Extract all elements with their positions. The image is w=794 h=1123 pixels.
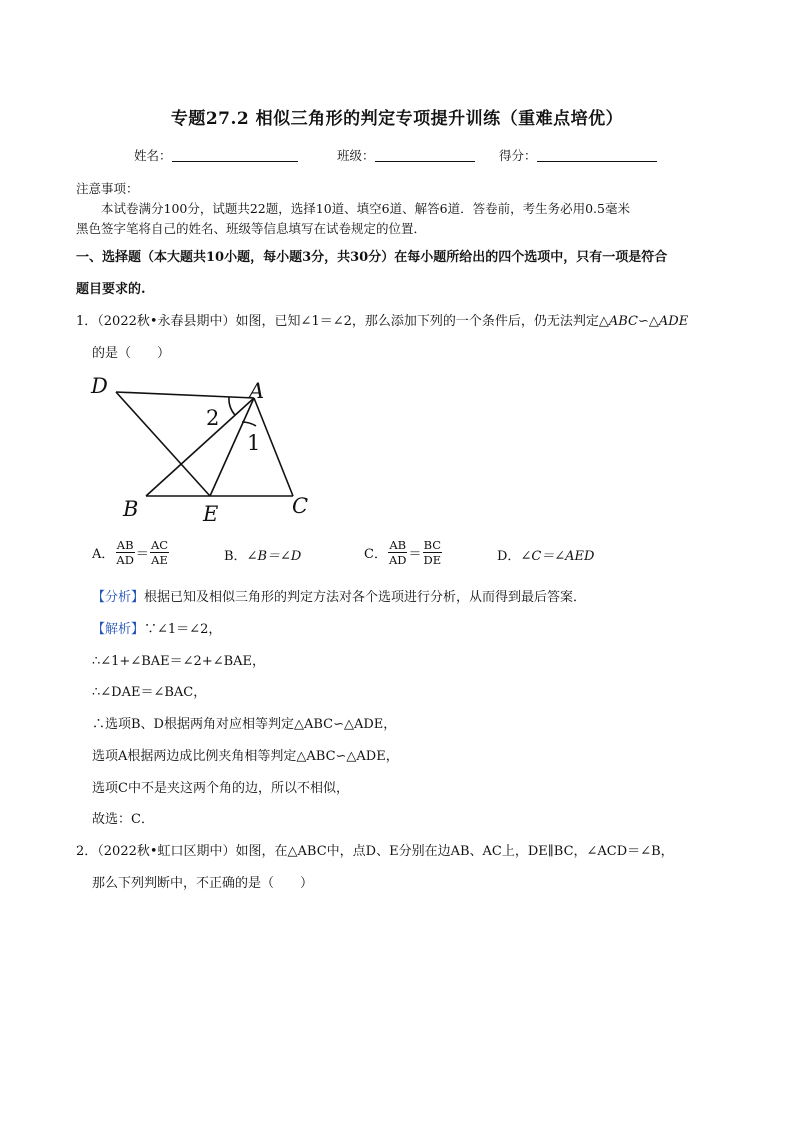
section-heading-line-2: 题目要求的. bbox=[76, 282, 146, 297]
equals-sign: ＝ bbox=[135, 547, 149, 562]
denominator: AE bbox=[151, 553, 168, 567]
triangle-ade: ADE bbox=[658, 314, 689, 329]
question-1-number: 1． bbox=[76, 314, 98, 329]
name-blank bbox=[172, 149, 298, 162]
option-a[interactable] bbox=[92, 538, 170, 567]
option-b[interactable] bbox=[224, 545, 301, 564]
solution-step-1: ∴∠1+∠BAE＝∠2+∠BAE， bbox=[92, 654, 266, 669]
notice-line-2: 黑色签字笔将自己的姓名、班级等信息填写在试卷规定的位置． bbox=[76, 221, 427, 236]
triangle-abc: ABC bbox=[608, 314, 639, 329]
label-a: A bbox=[249, 379, 265, 403]
option-c-fraction-1 bbox=[388, 538, 408, 567]
option-d-label: D． bbox=[497, 549, 521, 564]
denominator: DE bbox=[423, 553, 442, 567]
similar-sign: ∽△ bbox=[638, 314, 659, 329]
name-label: 姓名： bbox=[134, 148, 172, 163]
question-2-text: 如图，在△ABC中，点D、E分别在边AB、AC上，DE∥BC，∠ACD＝∠B， bbox=[235, 844, 674, 859]
angle-1-arc bbox=[242, 422, 256, 426]
section-heading-line-1: 一、选择题（本大题共10小题，每小题3分，共30分）在每小题所给出的四个选项中，只有一项是符合 bbox=[76, 250, 668, 265]
option-a-fraction-1 bbox=[115, 538, 135, 567]
solution-line bbox=[92, 618, 221, 637]
score-field bbox=[499, 146, 657, 164]
denominator: AD bbox=[116, 553, 134, 567]
question-1-source: （2022秋•永春县期中） bbox=[97, 314, 236, 329]
solution-step-2: ∴∠DAE＝∠BAC， bbox=[92, 685, 207, 700]
question-1-figure bbox=[86, 368, 326, 528]
class-field bbox=[337, 146, 475, 164]
notice-heading: 注意事项： bbox=[76, 181, 139, 196]
numerator: AB bbox=[116, 538, 134, 552]
class-blank bbox=[375, 149, 475, 162]
option-a-fraction-2 bbox=[150, 538, 169, 567]
label-angle-2: 2 bbox=[206, 406, 220, 430]
class-label: 班级： bbox=[337, 148, 375, 163]
solution-step-3: ∴选项B、D根据两角对应相等判定△ABC∽△ADE， bbox=[92, 717, 397, 732]
question-1-stem bbox=[76, 310, 688, 329]
question-2-number: 2． bbox=[76, 844, 98, 859]
question-2-stem-line-2: 那么下列判断中，不正确的是（ ） bbox=[92, 876, 314, 891]
analysis-tag: 【分析】 bbox=[92, 590, 145, 605]
option-c-label: C． bbox=[364, 547, 387, 562]
equals-sign: ＝ bbox=[408, 547, 422, 562]
segment-ab bbox=[146, 398, 254, 496]
question-2-source: （2022秋•虹口区期中） bbox=[97, 844, 236, 859]
option-d[interactable] bbox=[497, 545, 594, 564]
option-a-label: A． bbox=[92, 547, 115, 562]
figure-lines bbox=[116, 392, 293, 496]
solution-tag: 【解析】 bbox=[92, 622, 145, 637]
score-label: 得分： bbox=[499, 148, 537, 163]
solution-answer: 故选：C． bbox=[92, 812, 154, 827]
option-d-text: ∠C＝∠AED bbox=[520, 549, 595, 564]
label-angle-1: 1 bbox=[247, 431, 261, 455]
numerator: AC bbox=[150, 538, 169, 552]
option-c[interactable] bbox=[364, 538, 443, 567]
label-e: E bbox=[203, 502, 219, 526]
option-b-label: B． bbox=[224, 549, 247, 564]
question-1-stem-line-2: 的是（ ） bbox=[92, 346, 171, 361]
solution-step-5: 选项C中不是夹这两个角的边，所以不相似， bbox=[92, 781, 349, 796]
question-2-stem bbox=[76, 840, 674, 859]
analysis-text: 根据已知及相似三角形的判定方法对各个选项进行分析，从而得到最后答案． bbox=[144, 590, 587, 605]
label-d: D bbox=[91, 374, 108, 398]
solution-step-4: 选项A根据两边成比例夹角相等判定△ABC∽△ADE， bbox=[92, 749, 399, 764]
numerator: BC bbox=[423, 538, 442, 552]
question-1-text: 如图，已知∠1＝∠2，那么添加下列的一个条件后，仍无法判定△ bbox=[235, 314, 609, 329]
numerator: AB bbox=[389, 538, 407, 552]
analysis-line bbox=[92, 586, 586, 605]
denominator: AD bbox=[388, 553, 407, 567]
option-b-text: ∠B＝∠D bbox=[246, 549, 302, 564]
label-c: C bbox=[292, 494, 309, 518]
label-b: B bbox=[123, 497, 139, 521]
page-title: 专题27.2 相似三角形的判定专项提升训练（重难点培优） bbox=[170, 109, 624, 129]
segment-da bbox=[116, 392, 254, 398]
score-blank bbox=[537, 149, 657, 162]
option-c-fraction-2 bbox=[423, 538, 443, 567]
name-field bbox=[134, 146, 298, 164]
notice-line-1: 本试卷满分100分，试题共22题，选择10道、填空6道、解答6道．答卷前，考生务必用0.5毫米 bbox=[101, 201, 630, 216]
angle-2-arc bbox=[229, 397, 235, 415]
solution-first-step: ∵∠1＝∠2， bbox=[144, 622, 222, 637]
